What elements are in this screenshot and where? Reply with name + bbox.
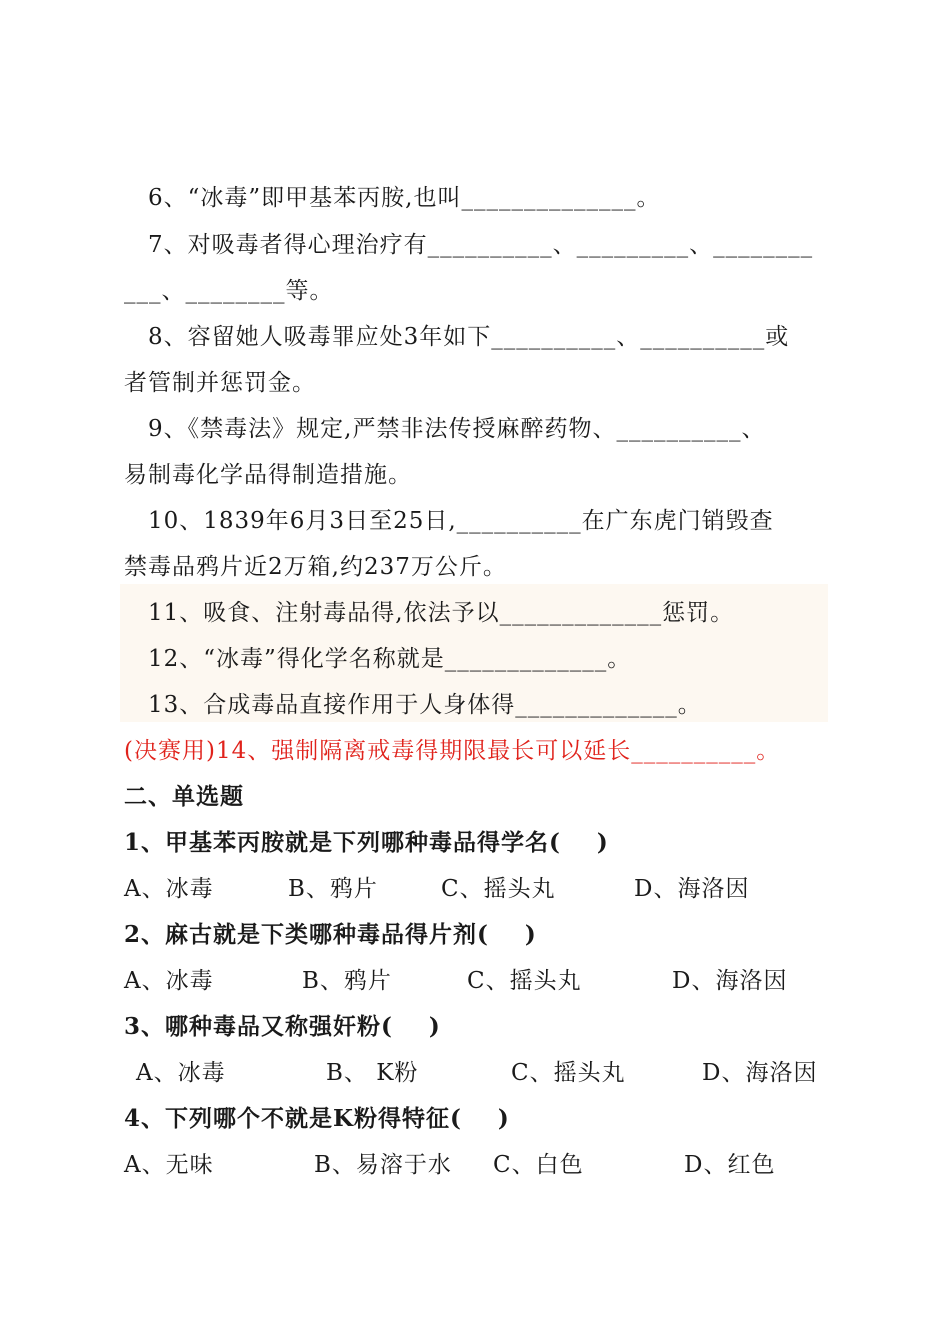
mcq-3-option-b: B、 K粉 <box>326 1060 419 1086</box>
question-8: 8、容留她人吸毒罪应处3年如下__________、__________或 <box>148 324 790 350</box>
question-10: 10、1839年6月3日至25日,__________在广东虎门销毁查 <box>148 508 774 534</box>
question-6: 6、“冰毒”即甲基苯丙胺,也叫______________。 <box>148 185 661 211</box>
mcq-2: 2、麻古就是下类哪种毒品得片剂( ) <box>124 921 537 948</box>
mcq-4-option-a: A、无味 <box>124 1152 214 1178</box>
question-10-cont: 禁毒品鸦片近2万箱,约237万公斤。 <box>124 554 507 580</box>
question-9: 9、《禁毒法》规定,严禁非法传授麻醉药物、__________、 <box>148 416 766 442</box>
mcq-1-option-c: C、摇头丸 <box>441 876 556 902</box>
question-13: 13、合成毒品直接作用于人身体得_____________。 <box>148 692 702 718</box>
mcq-3-option-d: D、海洛因 <box>702 1060 818 1086</box>
question-11: 11、吸食、注射毒品得,依法予以_____________惩罚。 <box>148 600 735 626</box>
question-12: 12、“冰毒”得化学名称就是_____________。 <box>148 646 632 672</box>
mcq-2-option-a: A、冰毒 <box>124 968 214 994</box>
mcq-4-option-c: C、白色 <box>493 1152 584 1178</box>
mcq-4-option-b: B、易溶于水 <box>314 1152 452 1178</box>
section-title: 二、单选题 <box>124 783 244 810</box>
mcq-2-option-c: C、摇头丸 <box>467 968 582 994</box>
mcq-3-option-c: C、摇头丸 <box>511 1060 626 1086</box>
mcq-4: 4、下列哪个不就是K粉得特征( ) <box>124 1105 510 1132</box>
mcq-1-option-d: D、海洛因 <box>634 876 750 902</box>
question-9-cont: 易制毒化学品得制造措施。 <box>124 462 412 488</box>
mcq-2-option-d: D、海洛因 <box>672 968 788 994</box>
question-14-final: (决赛用)14、强制隔离戒毒得期限最长可以延长__________。 <box>124 738 781 764</box>
mcq-4-option-d: D、红色 <box>684 1152 776 1178</box>
question-8-cont: 者管制并惩罚金。 <box>124 370 316 396</box>
question-7-cont: ___、________等。 <box>124 278 334 304</box>
mcq-1-option-a: A、冰毒 <box>124 876 214 902</box>
mcq-3-option-a: A、冰毒 <box>136 1060 226 1086</box>
mcq-2-option-b: B、鸦片 <box>302 968 392 994</box>
mcq-1-option-b: B、鸦片 <box>288 876 378 902</box>
mcq-3: 3、哪种毒品又称强奸粉( ) <box>124 1013 441 1040</box>
question-7: 7、对吸毒者得心理治疗有__________、_________、________ <box>148 232 814 258</box>
mcq-1: 1、甲基苯丙胺就是下列哪种毒品得学名( ) <box>124 829 609 856</box>
